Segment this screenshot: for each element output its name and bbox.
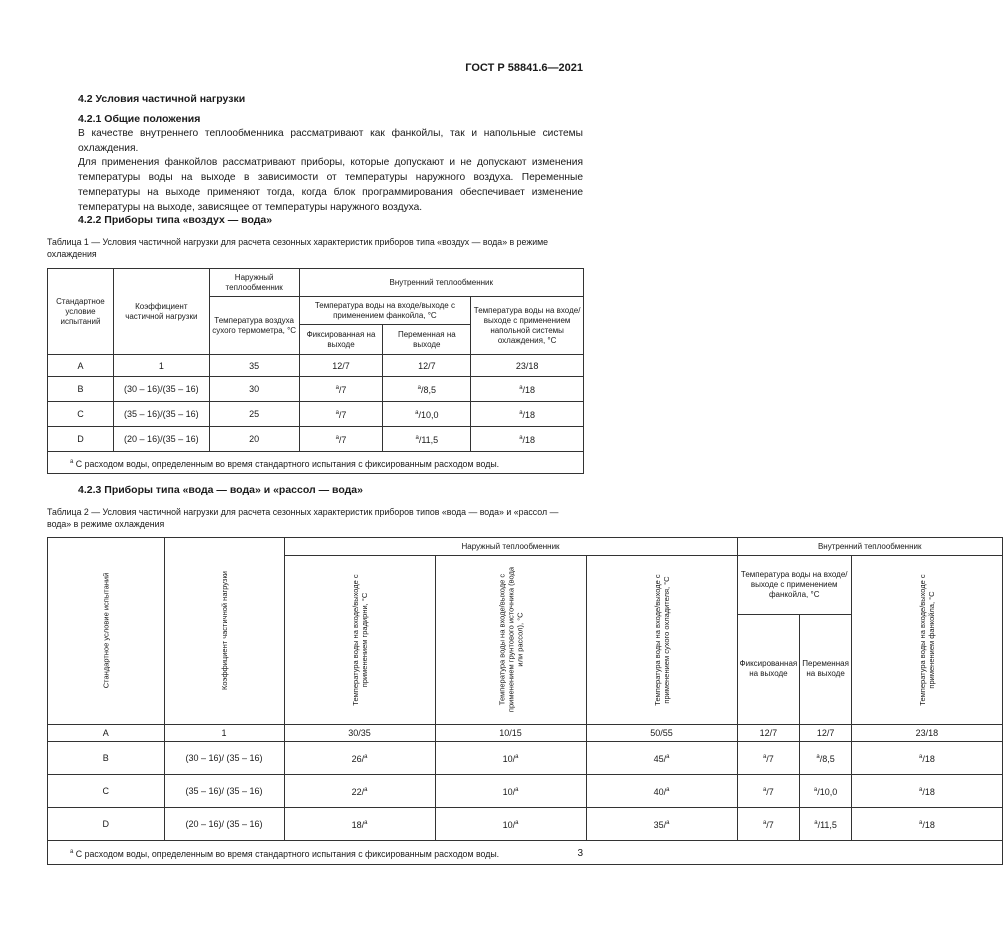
table-cell: $^a$/7	[737, 775, 800, 808]
table-row	[48, 377, 584, 402]
table1-header-inner-floor: Температура воды на входе/выходе с применением напольной системы охлаждения, °С	[471, 297, 584, 355]
table-row	[48, 742, 1003, 775]
table-cell: B	[48, 377, 114, 402]
table2-header-fan-col: Температура воды на входе/выходе с применением фанкойла, °С	[851, 556, 1002, 725]
table-cell: 18/$^a$	[284, 808, 435, 841]
table-cell: $^a$/10,0	[800, 775, 852, 808]
table-cell: 10/$^a$	[435, 808, 586, 841]
table-cell: 12/7	[299, 355, 383, 377]
table2-footnote	[48, 841, 1003, 865]
subsection-title-4-2-1: 4.2.1 Общие положения	[78, 113, 201, 125]
table-cell: A	[48, 725, 165, 742]
table2-header-inner: Внутренний теплообменник	[737, 538, 1002, 556]
table-cell: 30	[209, 377, 299, 402]
footnote-marker: a	[70, 848, 74, 855]
table-cell: 35	[209, 355, 299, 377]
table-cell: $^a$/18	[471, 427, 584, 452]
table2-header-tower: Температура воды на входе/выходе с применением градирни, °С	[284, 556, 435, 725]
table-cell: 50/55	[586, 725, 737, 742]
table-cell: $^a$/18	[471, 402, 584, 427]
table1-header-outer-temp: Температура воздуха сухого термометра, °С	[209, 297, 299, 355]
table-cell: $^a$/7	[299, 377, 383, 402]
table-cell: C	[48, 775, 165, 808]
table1-header-outer: Наружный теплообменник	[209, 269, 299, 297]
table-cell: A	[48, 355, 114, 377]
table-cell: 40/$^a$	[586, 775, 737, 808]
table-cell: $^a$/7	[299, 402, 383, 427]
table2-header-fan: Температура воды на входе/выходе с применением фанкойла, °С	[737, 556, 851, 615]
table-cell: $^a$/18	[851, 742, 1002, 775]
table-cell: (35 – 16)/ (35 – 16)	[164, 775, 284, 808]
table-cell: (35 – 16)/(35 – 16)	[113, 402, 209, 427]
table2-header-drycooler: Температура воды на входе/выходе с применением сухого охладителя, °С	[586, 556, 737, 725]
table-cell: $^a$/7	[737, 742, 800, 775]
table-cell: 25	[209, 402, 299, 427]
table1-header-inner: Внутренний теплообменник	[299, 269, 583, 297]
table-cell: 10/$^a$	[435, 742, 586, 775]
table-cell: $^a$/8,5	[800, 742, 852, 775]
table-cell: $^a$/18	[471, 377, 584, 402]
table1-header-fixed: Фиксированная на выходе	[299, 325, 383, 355]
page-number: 3	[577, 848, 583, 859]
table2-header-ground: Температура воды на входе/выходе с применением грунтового источника (вода или рассол), °С	[435, 556, 586, 725]
table-cell: 12/7	[737, 725, 800, 742]
table-cell: 35/$^a$	[586, 808, 737, 841]
table-cell: 23/18	[851, 725, 1002, 742]
table1-header-coef: Коэффициент частичной нагрузки	[113, 269, 209, 355]
table-cell: C	[48, 402, 114, 427]
table1-header-std: Стандартное условие испытаний	[48, 269, 114, 355]
table1-header-inner-fan: Температура воды на входе/выходе с применением фанкойла, °С	[299, 297, 471, 325]
table2-header-outer: Наружный теплообменник	[284, 538, 737, 556]
paragraph-2: Для применения фанкойлов рассматривают приборы, которые допускают и не допускают изменения температуры воды на выходе в зависимости от температуры наружного воздуха. Переменные температуры на выходе применяют тогда, когда блок программирования обеспечивает изменение температуры на выходе, зависящее от температуры наружного воздуха.	[78, 157, 583, 213]
subsection-title-4-2-2: 4.2.2 Приборы типа «воздух — вода»	[78, 214, 273, 226]
table-cell: $^a$/11,5	[383, 427, 471, 452]
table-cell: $^a$/18	[851, 775, 1002, 808]
table-cell: 10/$^a$	[435, 775, 586, 808]
table-cell: $^a$/8,5	[383, 377, 471, 402]
table-row	[48, 427, 584, 452]
table1-header-variable: Переменная на выходе	[383, 325, 471, 355]
table-cell: 1	[113, 355, 209, 377]
subsection-title-4-2-3: 4.2.3 Приборы типа «вода — вода» и «рассол — вода»	[78, 484, 363, 496]
table-row	[48, 725, 1003, 742]
table-2	[47, 537, 1003, 865]
table2-header-coef: Коэффициент частичной нагрузки	[164, 538, 284, 725]
footnote-marker: a	[70, 458, 74, 465]
table-row	[48, 808, 1003, 841]
table2-header-fixed: Фиксированная на выходе	[737, 614, 800, 724]
table-row	[48, 775, 1003, 808]
table-cell: B	[48, 742, 165, 775]
table-row	[48, 402, 584, 427]
table-cell: 26/$^a$	[284, 742, 435, 775]
table-cell: (30 – 16)/ (35 – 16)	[164, 742, 284, 775]
table-cell: 10/15	[435, 725, 586, 742]
table-cell: 22/$^a$	[284, 775, 435, 808]
table-cell: (20 – 16)/(35 – 16)	[113, 427, 209, 452]
table-cell: 1	[164, 725, 284, 742]
table-cell: 12/7	[383, 355, 471, 377]
table-cell: 30/35	[284, 725, 435, 742]
footnote-text: С расходом воды, определенным во время стандартного испытания с фиксированным расходом воды.	[75, 848, 500, 859]
table-1	[47, 268, 584, 474]
table2-header-variable: Переменная на выходе	[800, 614, 852, 724]
table1-footnote	[48, 452, 584, 474]
table-row	[48, 355, 584, 377]
table-cell: (30 – 16)/(35 – 16)	[113, 377, 209, 402]
table2-header-std: Стандартное условие испытаний	[48, 538, 165, 725]
table-cell: 23/18	[471, 355, 584, 377]
table-cell: $^a$/10,0	[383, 402, 471, 427]
paragraph-1: В качестве внутреннего теплообменника рассматривают как фанкойлы, так и напольные системы охлаждения.	[78, 128, 583, 154]
table-cell: $^a$/7	[299, 427, 383, 452]
section-title: 4.2 Условия частичной нагрузки	[78, 93, 246, 105]
table1-caption: Таблица 1 — Условия частичной нагрузки для расчета сезонных характеристик приборов типа «воздух — вода» в режиме охлаждения	[47, 237, 549, 259]
table-cell: (20 – 16)/ (35 – 16)	[164, 808, 284, 841]
footnote-text: С расходом воды, определенным во время стандартного испытания с фиксированным расходом воды.	[75, 458, 500, 469]
table-cell: $^a$/7	[737, 808, 800, 841]
table-cell: 12/7	[800, 725, 852, 742]
document-id: ГОСТ Р 58841.6—2021	[465, 62, 583, 74]
table-cell: $^a$/18	[851, 808, 1002, 841]
table-cell: 45/$^a$	[586, 742, 737, 775]
table2-caption: Таблица 2 — Условия частичной нагрузки для расчета сезонных характеристик приборов типов «вода — вода» и «рассол — вода» в режиме охлаждения	[47, 507, 559, 529]
table-cell: $^a$/11,5	[800, 808, 852, 841]
table-cell: 20	[209, 427, 299, 452]
table-cell: D	[48, 808, 165, 841]
table-cell: D	[48, 427, 114, 452]
